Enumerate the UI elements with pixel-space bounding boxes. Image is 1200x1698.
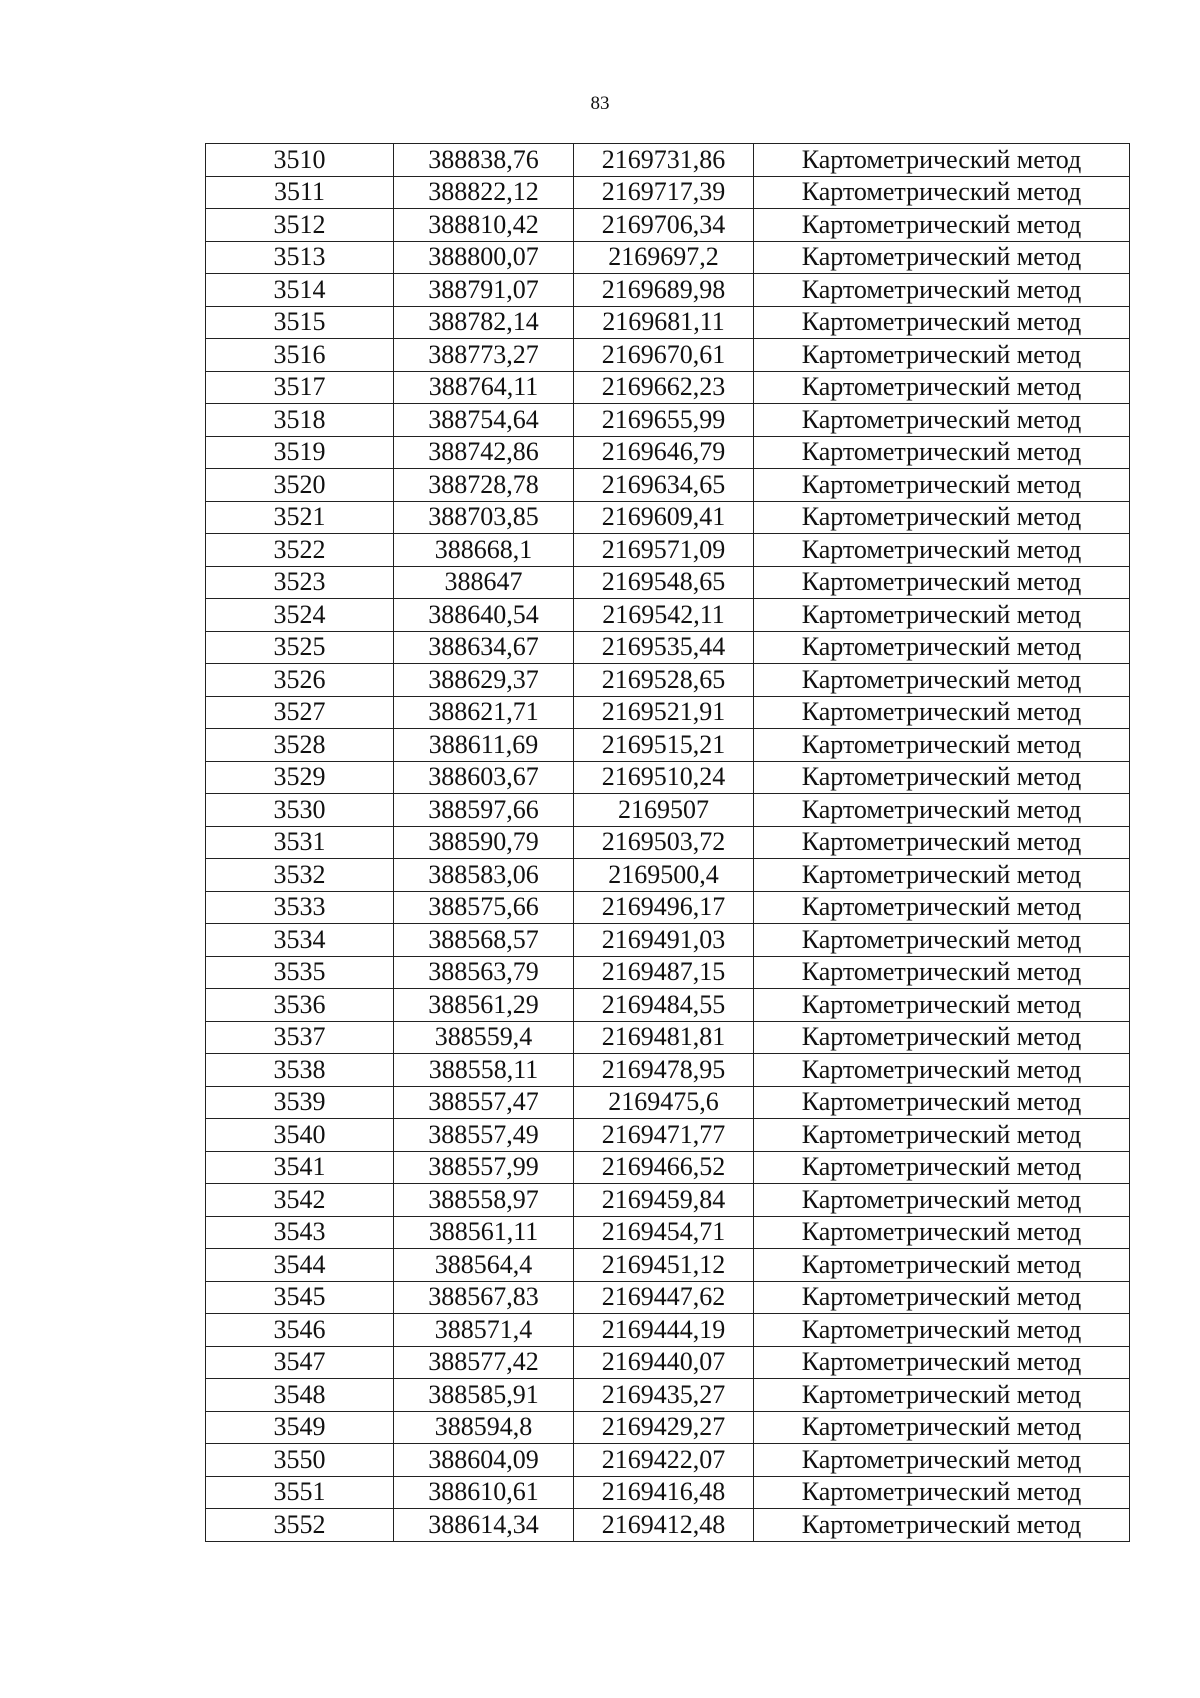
point-number-cell: 3512 [206,209,394,242]
point-number-cell: 3522 [206,534,394,567]
y-coordinate-cell: 2169459,84 [574,1184,754,1217]
point-number-cell: 3524 [206,599,394,632]
point-number-cell: 3537 [206,1021,394,1054]
method-cell: Картометрический метод [754,1411,1130,1444]
table-row [206,794,1130,827]
method-cell: Картометрический метод [754,306,1130,339]
table-row [206,436,1130,469]
x-coordinate-cell: 388590,79 [394,826,574,859]
table-row [206,1151,1130,1184]
point-number-cell: 3548 [206,1379,394,1412]
method-cell: Картометрический метод [754,1281,1130,1314]
table-row [206,209,1130,242]
y-coordinate-cell: 2169447,62 [574,1281,754,1314]
point-number-cell: 3519 [206,436,394,469]
method-cell: Картометрический метод [754,956,1130,989]
method-cell: Картометрический метод [754,469,1130,502]
method-cell: Картометрический метод [754,794,1130,827]
method-cell: Картометрический метод [754,696,1130,729]
table-row [206,566,1130,599]
point-number-cell: 3517 [206,371,394,404]
x-coordinate-cell: 388634,67 [394,631,574,664]
x-coordinate-cell: 388822,12 [394,176,574,209]
method-cell: Картометрический метод [754,144,1130,177]
point-number-cell: 3521 [206,501,394,534]
table-row [206,729,1130,762]
method-cell: Картометрический метод [754,501,1130,534]
method-cell: Картометрический метод [754,761,1130,794]
y-coordinate-cell: 2169422,07 [574,1444,754,1477]
table-row [206,144,1130,177]
x-coordinate-cell: 388564,4 [394,1249,574,1282]
point-number-cell: 3530 [206,794,394,827]
method-cell: Картометрический метод [754,534,1130,567]
table-row [206,1054,1130,1087]
table-row [206,1119,1130,1152]
x-coordinate-cell: 388604,09 [394,1444,574,1477]
point-number-cell: 3544 [206,1249,394,1282]
coordinates-table [205,143,1130,1542]
x-coordinate-cell: 388614,34 [394,1509,574,1542]
point-number-cell: 3513 [206,241,394,274]
point-number-cell: 3529 [206,761,394,794]
method-cell: Картометрический метод [754,1509,1130,1542]
point-number-cell: 3510 [206,144,394,177]
table-row [206,534,1130,567]
y-coordinate-cell: 2169451,12 [574,1249,754,1282]
point-number-cell: 3535 [206,956,394,989]
point-number-cell: 3523 [206,566,394,599]
x-coordinate-cell: 388611,69 [394,729,574,762]
point-number-cell: 3515 [206,306,394,339]
x-coordinate-cell: 388559,4 [394,1021,574,1054]
method-cell: Картометрический метод [754,631,1130,664]
method-cell: Картометрический метод [754,1476,1130,1509]
y-coordinate-cell: 2169444,19 [574,1314,754,1347]
table-row [206,826,1130,859]
x-coordinate-cell: 388563,79 [394,956,574,989]
method-cell: Картометрический метод [754,891,1130,924]
y-coordinate-cell: 2169655,99 [574,404,754,437]
table-row [206,761,1130,794]
y-coordinate-cell: 2169731,86 [574,144,754,177]
table-row [206,241,1130,274]
point-number-cell: 3549 [206,1411,394,1444]
y-coordinate-cell: 2169507 [574,794,754,827]
method-cell: Картометрический метод [754,404,1130,437]
table-row [206,469,1130,502]
method-cell: Картометрический метод [754,1086,1130,1119]
method-cell: Картометрический метод [754,859,1130,892]
y-coordinate-cell: 2169542,11 [574,599,754,632]
table-row [206,1086,1130,1119]
x-coordinate-cell: 388583,06 [394,859,574,892]
method-cell: Картометрический метод [754,1379,1130,1412]
method-cell: Картометрический метод [754,989,1130,1022]
x-coordinate-cell: 388791,07 [394,274,574,307]
point-number-cell: 3527 [206,696,394,729]
x-coordinate-cell: 388773,27 [394,339,574,372]
y-coordinate-cell: 2169503,72 [574,826,754,859]
table-row [206,404,1130,437]
table-row [206,859,1130,892]
table-row [206,1314,1130,1347]
table-row [206,631,1130,664]
y-coordinate-cell: 2169412,48 [574,1509,754,1542]
point-number-cell: 3533 [206,891,394,924]
point-number-cell: 3542 [206,1184,394,1217]
table-row [206,1346,1130,1379]
y-coordinate-cell: 2169646,79 [574,436,754,469]
table-row [206,1379,1130,1412]
y-coordinate-cell: 2169481,81 [574,1021,754,1054]
x-coordinate-cell: 388557,47 [394,1086,574,1119]
method-cell: Картометрический метод [754,1184,1130,1217]
x-coordinate-cell: 388603,67 [394,761,574,794]
y-coordinate-cell: 2169521,91 [574,696,754,729]
table-row [206,306,1130,339]
point-number-cell: 3525 [206,631,394,664]
y-coordinate-cell: 2169515,21 [574,729,754,762]
x-coordinate-cell: 388597,66 [394,794,574,827]
x-coordinate-cell: 388782,14 [394,306,574,339]
table-row [206,176,1130,209]
table-row [206,1249,1130,1282]
table-row [206,274,1130,307]
y-coordinate-cell: 2169528,65 [574,664,754,697]
table-row [206,924,1130,957]
y-coordinate-cell: 2169717,39 [574,176,754,209]
y-coordinate-cell: 2169548,65 [574,566,754,599]
table-row [206,1444,1130,1477]
method-cell: Картометрический метод [754,1346,1130,1379]
y-coordinate-cell: 2169706,34 [574,209,754,242]
y-coordinate-cell: 2169500,4 [574,859,754,892]
x-coordinate-cell: 388629,37 [394,664,574,697]
point-number-cell: 3518 [206,404,394,437]
point-number-cell: 3528 [206,729,394,762]
table-row [206,956,1130,989]
y-coordinate-cell: 2169466,52 [574,1151,754,1184]
y-coordinate-cell: 2169634,65 [574,469,754,502]
method-cell: Картометрический метод [754,274,1130,307]
table-row [206,989,1130,1022]
method-cell: Картометрический метод [754,1021,1130,1054]
x-coordinate-cell: 388621,71 [394,696,574,729]
x-coordinate-cell: 388585,91 [394,1379,574,1412]
coordinates-table-body [206,144,1130,1542]
table-row [206,1476,1130,1509]
x-coordinate-cell: 388764,11 [394,371,574,404]
method-cell: Картометрический метод [754,1054,1130,1087]
x-coordinate-cell: 388640,54 [394,599,574,632]
y-coordinate-cell: 2169535,44 [574,631,754,664]
x-coordinate-cell: 388838,76 [394,144,574,177]
x-coordinate-cell: 388800,07 [394,241,574,274]
method-cell: Картометрический метод [754,1119,1130,1152]
y-coordinate-cell: 2169487,15 [574,956,754,989]
y-coordinate-cell: 2169609,41 [574,501,754,534]
y-coordinate-cell: 2169435,27 [574,1379,754,1412]
table-row [206,1411,1130,1444]
point-number-cell: 3545 [206,1281,394,1314]
point-number-cell: 3552 [206,1509,394,1542]
y-coordinate-cell: 2169440,07 [574,1346,754,1379]
x-coordinate-cell: 388567,83 [394,1281,574,1314]
y-coordinate-cell: 2169429,27 [574,1411,754,1444]
point-number-cell: 3526 [206,664,394,697]
method-cell: Картометрический метод [754,339,1130,372]
point-number-cell: 3532 [206,859,394,892]
point-number-cell: 3531 [206,826,394,859]
point-number-cell: 3543 [206,1216,394,1249]
table-row [206,1281,1130,1314]
point-number-cell: 3546 [206,1314,394,1347]
method-cell: Картометрический метод [754,209,1130,242]
x-coordinate-cell: 388557,99 [394,1151,574,1184]
point-number-cell: 3534 [206,924,394,957]
table-row [206,1021,1130,1054]
method-cell: Картометрический метод [754,566,1130,599]
method-cell: Картометрический метод [754,1216,1130,1249]
method-cell: Картометрический метод [754,1314,1130,1347]
table-row [206,1216,1130,1249]
x-coordinate-cell: 388703,85 [394,501,574,534]
y-coordinate-cell: 2169484,55 [574,989,754,1022]
x-coordinate-cell: 388742,86 [394,436,574,469]
method-cell: Картометрический метод [754,371,1130,404]
table-row [206,696,1130,729]
y-coordinate-cell: 2169571,09 [574,534,754,567]
y-coordinate-cell: 2169670,61 [574,339,754,372]
table-row [206,1184,1130,1217]
point-number-cell: 3551 [206,1476,394,1509]
y-coordinate-cell: 2169662,23 [574,371,754,404]
table-row [206,599,1130,632]
point-number-cell: 3511 [206,176,394,209]
method-cell: Картометрический метод [754,176,1130,209]
y-coordinate-cell: 2169496,17 [574,891,754,924]
table-row [206,339,1130,372]
x-coordinate-cell: 388577,42 [394,1346,574,1379]
point-number-cell: 3539 [206,1086,394,1119]
point-number-cell: 3538 [206,1054,394,1087]
x-coordinate-cell: 388728,78 [394,469,574,502]
point-number-cell: 3540 [206,1119,394,1152]
y-coordinate-cell: 2169510,24 [574,761,754,794]
x-coordinate-cell: 388610,61 [394,1476,574,1509]
method-cell: Картометрический метод [754,1444,1130,1477]
method-cell: Картометрический метод [754,664,1130,697]
y-coordinate-cell: 2169491,03 [574,924,754,957]
method-cell: Картометрический метод [754,241,1130,274]
y-coordinate-cell: 2169681,11 [574,306,754,339]
method-cell: Картометрический метод [754,826,1130,859]
x-coordinate-cell: 388558,11 [394,1054,574,1087]
x-coordinate-cell: 388754,64 [394,404,574,437]
x-coordinate-cell: 388558,97 [394,1184,574,1217]
x-coordinate-cell: 388668,1 [394,534,574,567]
table-row [206,1509,1130,1542]
y-coordinate-cell: 2169689,98 [574,274,754,307]
point-number-cell: 3516 [206,339,394,372]
page-number: 83 [590,93,610,114]
y-coordinate-cell: 2169475,6 [574,1086,754,1119]
method-cell: Картометрический метод [754,1249,1130,1282]
x-coordinate-cell: 388557,49 [394,1119,574,1152]
method-cell: Картометрический метод [754,924,1130,957]
point-number-cell: 3520 [206,469,394,502]
point-number-cell: 3550 [206,1444,394,1477]
method-cell: Картометрический метод [754,1151,1130,1184]
x-coordinate-cell: 388647 [394,566,574,599]
table-row [206,371,1130,404]
method-cell: Картометрический метод [754,599,1130,632]
x-coordinate-cell: 388568,57 [394,924,574,957]
x-coordinate-cell: 388594,8 [394,1411,574,1444]
x-coordinate-cell: 388561,11 [394,1216,574,1249]
y-coordinate-cell: 2169478,95 [574,1054,754,1087]
y-coordinate-cell: 2169454,71 [574,1216,754,1249]
y-coordinate-cell: 2169416,48 [574,1476,754,1509]
method-cell: Картометрический метод [754,729,1130,762]
table-row [206,501,1130,534]
x-coordinate-cell: 388561,29 [394,989,574,1022]
y-coordinate-cell: 2169471,77 [574,1119,754,1152]
point-number-cell: 3541 [206,1151,394,1184]
table-row [206,664,1130,697]
point-number-cell: 3536 [206,989,394,1022]
table-row [206,891,1130,924]
method-cell: Картометрический метод [754,436,1130,469]
y-coordinate-cell: 2169697,2 [574,241,754,274]
point-number-cell: 3547 [206,1346,394,1379]
x-coordinate-cell: 388571,4 [394,1314,574,1347]
x-coordinate-cell: 388810,42 [394,209,574,242]
point-number-cell: 3514 [206,274,394,307]
x-coordinate-cell: 388575,66 [394,891,574,924]
